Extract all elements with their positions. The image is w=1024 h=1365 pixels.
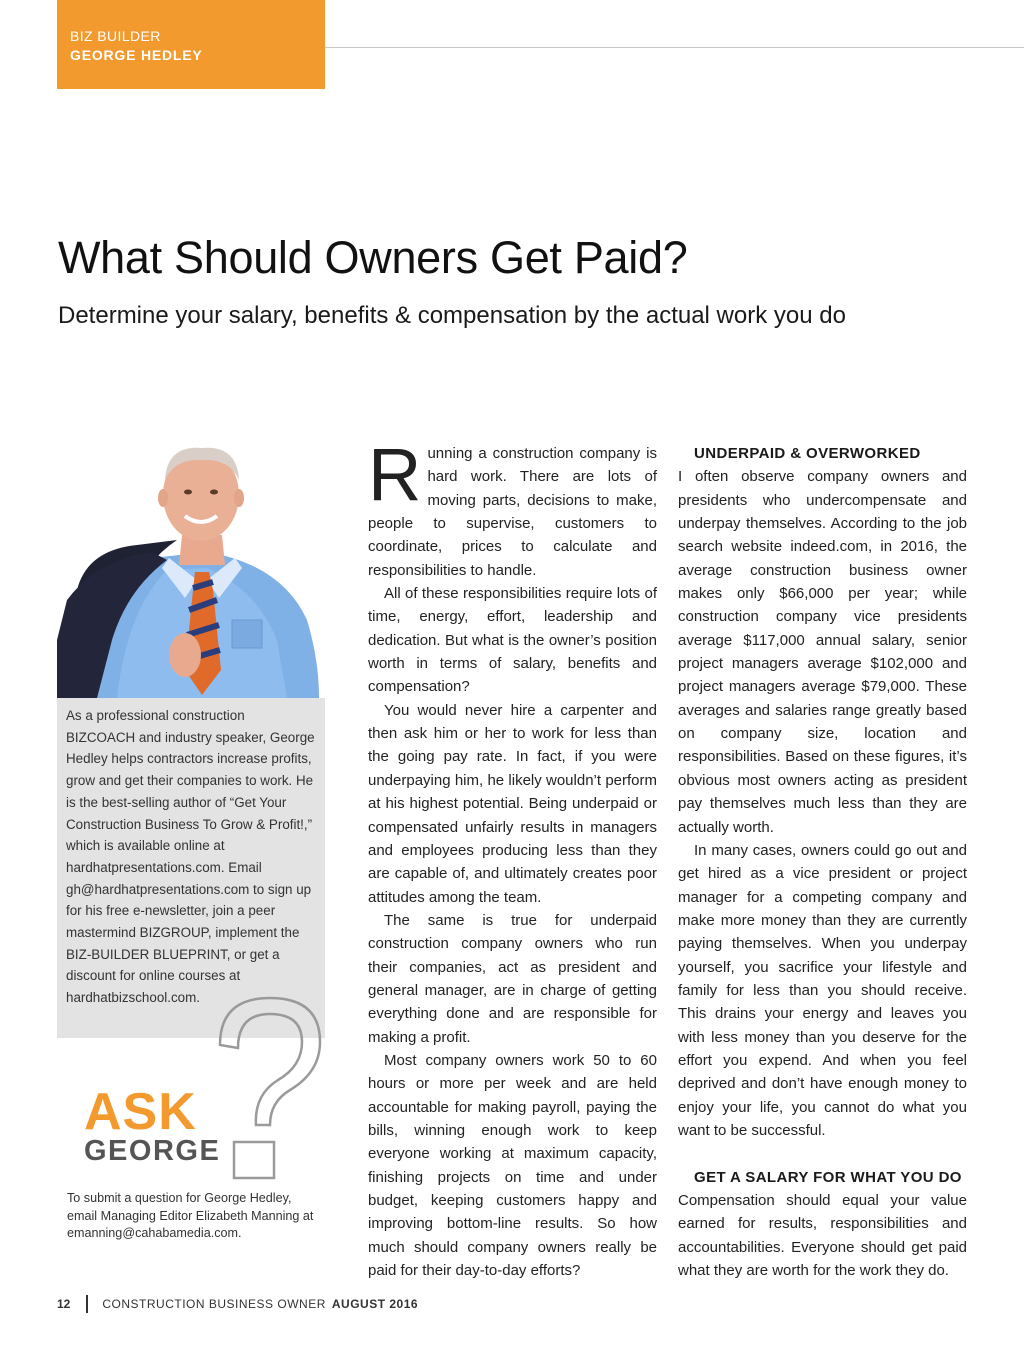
footer-divider <box>86 1295 88 1313</box>
author-bio: As a professional construction BIZCOACH and industry speaker, George Hedley helps contractors increase profits, grow and get their companies to work. He is the best-selling author of “Get Your Construction Business To Grow & Profit!,” which is available online at hardhatpresentations.com. Email gh@hardhatpresentations.com to sign up for his free e-newsletter, join a peer mastermind BIZGROUP, implement the BIZ-BUILDER BLUEPRINT, or get a discount for online courses at hardhatbizschool.com. <box>66 708 315 1006</box>
subhead-underpaid: UNDERPAID & OVERWORKED <box>694 445 921 462</box>
submit-question-note: To submit a question for George Hedley, email Managing Editor Elizabeth Manning at emanning@cahabamedia.com. <box>67 1191 314 1240</box>
drop-cap: R <box>368 433 422 516</box>
section-tab <box>57 0 325 89</box>
subhead-salary: GET A SALARY FOR WHAT YOU DO <box>694 1168 962 1186</box>
section-label: BIZ BUILDER <box>70 28 161 44</box>
author-label: GEORGE HEDLEY <box>70 47 203 63</box>
ask-heading: ASK <box>84 1083 197 1141</box>
article-paragraph: Compensation should equal your value earned for results, responsibilities and accountabilities. Everyone should get paid what they are worth for the work they do. <box>678 1192 967 1280</box>
article-paragraph: The same is true for underpaid construction company owners who run their companies, act as president and general manager, are in charge of getting everything done and are responsible for making a profit. <box>368 911 657 1046</box>
author-bio-box <box>57 698 325 1038</box>
page-number: 12 <box>57 1297 71 1311</box>
article-paragraph: Running a construction company is hard work. There are lots of moving parts, decisions to make, people to supervise, customers to coordinate, prices to calculate and responsibilities to handle. <box>368 433 657 579</box>
page-footer <box>57 1295 418 1313</box>
magazine-name: CONSTRUCTION BUSINESS OWNER <box>102 1297 326 1311</box>
article-paragraph: You would never hire a carpenter and then ask him or her to work for less than the going pay rate. In fact, if you were underpaying him, he likely wouldn’t perform at his highest potential. Being underpaid or compensated unfairly results in managers and employees producing less than they are capable of, and ultimately creates poor attitudes among the team. <box>368 701 657 906</box>
author-photo <box>57 440 325 698</box>
article-paragraph: All of these responsibilities require lots of time, energy, effort, leadership and dedication. But what is the owner’s position worth in terms of salary, benefits and compensation? <box>368 585 657 696</box>
george-heading: GEORGE <box>84 1135 221 1167</box>
article-paragraph: I often observe company owners and presidents who undercompensate and underpay themselves. According to the job search website indeed.com, in 2016, the average construction business owner makes only $66,000 per year; while construction company vice presidents average $117,000 annual salary, senior project managers average $102,000 and project managers average $79,000. These averages and salaries range greatly based on company size, location and responsibilities. Based on these figures, it’s obvious most owners acting as president pay themselves much less than they are actually worth. <box>678 468 967 836</box>
article-deck: Determine your salary, benefits & compensation by the actual work you do <box>58 302 846 329</box>
header-rule <box>325 47 1024 48</box>
article-column-middle <box>368 433 657 1282</box>
article-column-right <box>678 442 967 1282</box>
article-paragraph: Most company owners work 50 to 60 hours or more per week and are held accountable for making payroll, paying the bills, winning enough work to keep everyone working at maximum capacity, finishing projects on time and under budget, keeping customers happy and improving bottom-line results. So how much should company owners really be paid for their day-to-day efforts? <box>368 1051 657 1280</box>
article-title: What Should Owners Get Paid? <box>58 232 688 283</box>
article-paragraph: In many cases, owners could go out and get hired as a vice president or project manager for a competing company and make more money than they are currently paying themselves. When you underpay yourself, you sacrifice your lifestyle and family for less than you should receive. This drains your energy and leaves you with less money than you deserve for the effort you expend. And when you feel deprived and don’t have enough money to enjoy your life, you cannot do what you want to be successful. <box>678 841 967 1139</box>
issue-date: AUGUST 2016 <box>331 1297 419 1311</box>
